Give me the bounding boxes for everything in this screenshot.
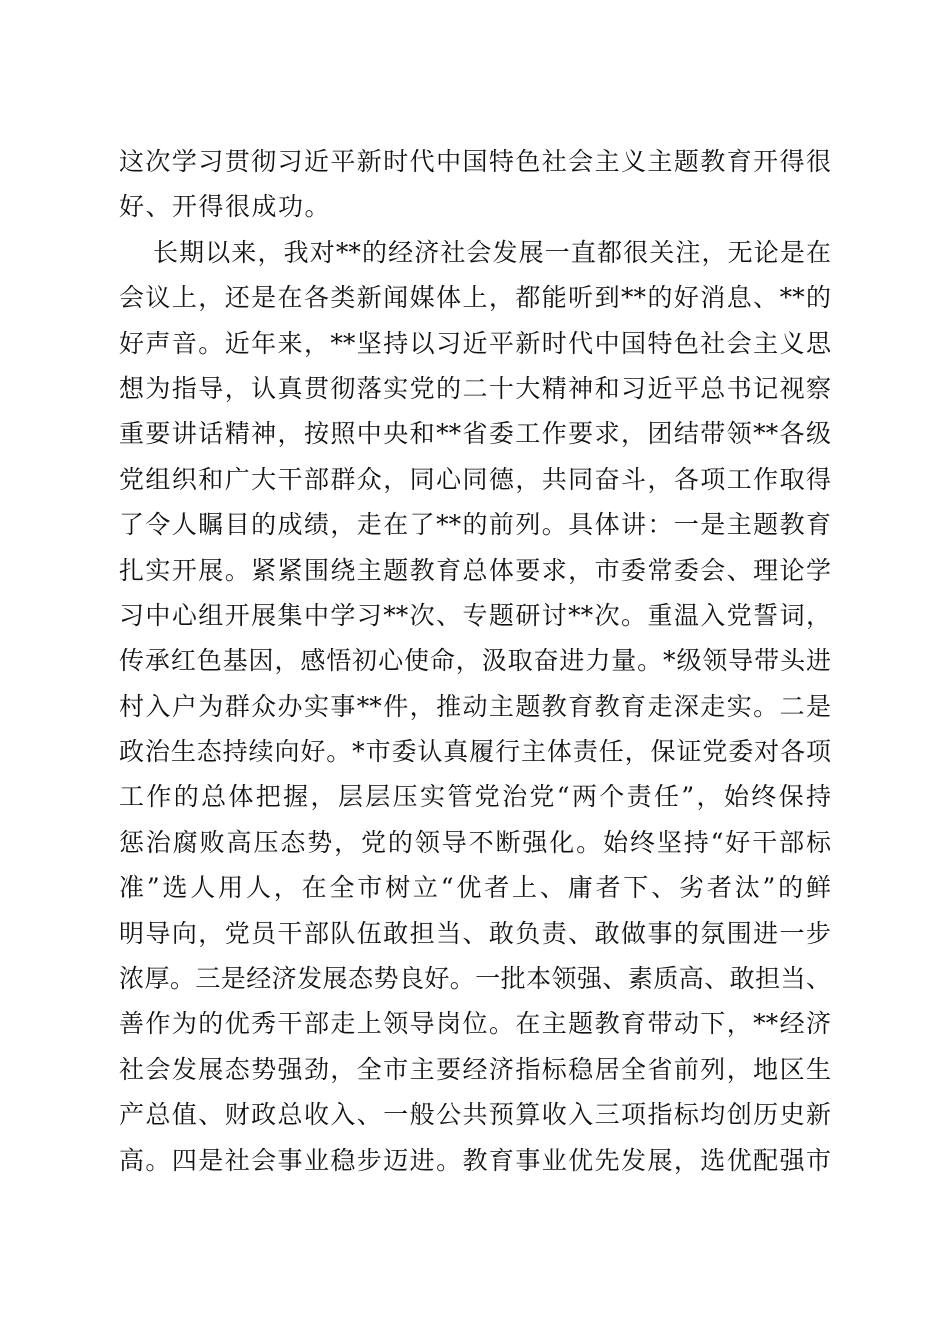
text-line: 扎实开展。紧紧围绕主题教育总体要求，市委常委会、理论学 [119, 555, 831, 585]
text-line: 惩治腐败高压态势，党的领导不断强化。始终坚持“好干部标 [119, 827, 831, 857]
text-line: 政治生态持续向好。*市委认真履行主体责任，保证党委对各项 [119, 737, 831, 767]
text-line: 了令人瞩目的成绩，走在了**的前列。具体讲：一是主题教育 [119, 510, 831, 540]
body-text [119, 139, 831, 1183]
text-line: 准”选人用人，在全市树立“优者上、庸者下、劣者汰”的鲜 [119, 873, 831, 903]
text-line: 会议上，还是在各类新闻媒体上，都能听到**的好消息、**的 [119, 283, 831, 313]
text-line: 想为指导，认真贯彻落实党的二十大精神和习近平总书记视察 [119, 373, 831, 403]
text-line: 产总值、财政总收入、一般公共预算收入三项指标均创历史新 [119, 1100, 831, 1130]
text-line: 浓厚。三是经济发展态势良好。一批本领强、素质高、敢担当、 [119, 964, 831, 994]
text-line: 好、开得很成功。 [119, 192, 332, 222]
text-line: 这次学习贯彻习近平新时代中国特色社会主义主题教育开得很 [119, 147, 831, 176]
paragraph-first-line: 长期以来，我对**的经济社会发展一直都很关注，无论是在 [153, 237, 831, 267]
text-line: 传承红色基因，感悟初心使命，汲取奋进力量。*级领导带头进 [119, 646, 831, 676]
text-line: 好声音。近年来，**坚持以习近平新时代中国特色社会主义思 [119, 328, 831, 358]
text-line: 工作的总体把握，层层压实管党治党“两个责任”，始终保持 [119, 782, 831, 812]
text-line: 高。四是社会事业稳步迈进。教育事业优先发展，选优配强市 [119, 1145, 831, 1175]
text-line: 明导向，党员干部队伍敢担当、敢负责、敢做事的氛围进一步 [119, 918, 831, 948]
text-line: 社会发展态势强劲，全市主要经济指标稳居全省前列，地区生 [119, 1054, 831, 1084]
text-line: 村入户为群众办实事**件，推动主题教育教育走深走实。二是 [119, 691, 831, 721]
text-line: 党组织和广大干部群众，同心同德，共同奋斗，各项工作取得 [119, 464, 831, 494]
text-line: 善作为的优秀干部走上领导岗位。在主题教育带动下，**经济 [119, 1009, 831, 1039]
text-line: 重要讲话精神，按照中央和**省委工作要求，团结带领**各级 [119, 419, 831, 449]
text-line: 习中心组开展集中学习**次、专题研讨**次。重温入党誓词， [119, 600, 831, 630]
